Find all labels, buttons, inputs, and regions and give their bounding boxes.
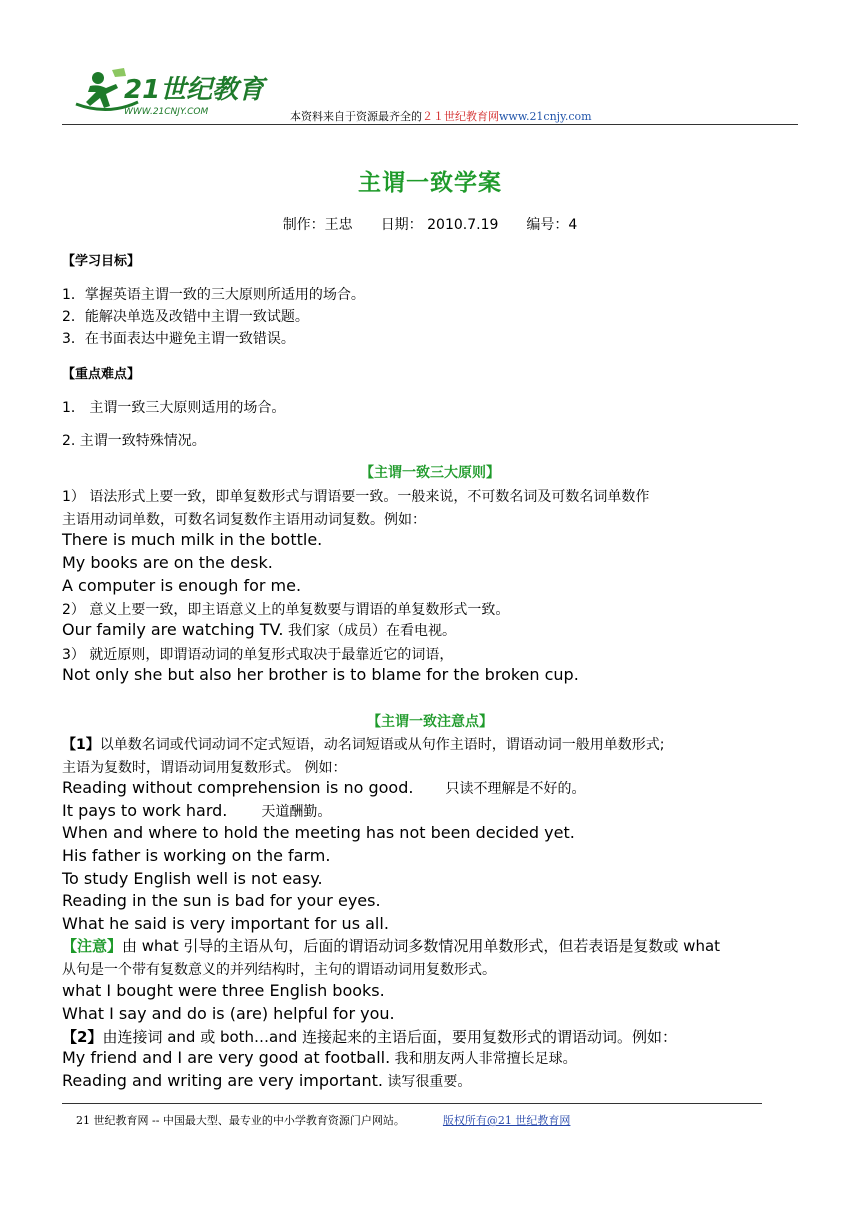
principles-heading: 【主谓一致三大原则】 [360,465,500,481]
goal-item: 2．能解决单选及改错中主谓一致试题。 [62,309,309,325]
example-sentence [62,778,585,798]
example-cn: 我和朋友两人非常擅长足球。 [390,1051,577,1067]
example-sentence: Not only she but also her brother is to blame for the broken cup. [62,665,579,684]
note-1-label: 【1】 [62,737,100,753]
header-note-site[interactable]: www.21cnjy.com [499,110,592,123]
header-note-prefix: 本资料来自于资源最齐全的 [290,110,422,123]
example-en: My friend and I are very good at football. [62,1048,391,1067]
page-title: 主谓一致学案 [358,170,502,196]
svg-text:WWW.21CNJY.COM: WWW.21CNJY.COM [124,107,209,117]
example-sentence: What I say and do is (are) helpful for you. [62,1004,395,1023]
note-2-label: 【2】 [62,1028,103,1046]
example-sentence: What he said is very important for us all. [62,914,389,933]
example-sentence: My books are on the desk. [62,553,273,572]
example-sentence [62,620,456,640]
principle-1-line-1: 1） 语法形式上要一致，即单复数形式与谓语要一致。一般来说，不可数名词及可数名词单数作 [62,489,650,505]
attention-label: 【注意】 [62,937,123,955]
notes-heading: 【主谓一致注意点】 [367,714,493,730]
example-sentence: There is much milk in the bottle. [62,530,323,549]
svg-text:21世纪教育: 21世纪教育 [124,75,265,105]
example-sentence: When and where to hold the meeting has not been decided yet. [62,823,575,842]
header-note-brand: ２１世纪教育网 [422,110,499,123]
principle-3: 3） 就近原则，即谓语动词的单复形式取决于最靠近它的词语， [62,647,454,663]
note-1-line-1: 【1】以单数名词或代词动词不定式短语，动名词短语或从句作主语时，谓语动词一般用单数形式; [62,737,665,753]
footer [76,1112,570,1128]
example-cn: 我们家（成员）在看电视。 [283,623,456,639]
keypoint-item: 1． 主谓一致三大原则适用的场合。 [62,400,286,416]
keypoints-heading: 【重点难点】 [62,367,141,382]
example-en: It pays to work hard. [62,801,228,820]
header-note [290,108,592,124]
keypoint-item: 2. 主谓一致特殊情况。 [62,433,206,449]
footer-divider [62,1103,762,1104]
note-1-line-2: 主语为复数时，谓语动词用复数形式。 例如： [62,760,347,776]
meta-author: 制作：王忠 [282,217,353,233]
site-logo [68,64,268,124]
note-2-line: 【2】由连接词 and 或 both…and 连接起来的主语后面，要用复数形式的谓语动词。例如： [62,1028,678,1046]
example-sentence: what I bought were three English books. [62,981,385,1000]
example-en: Our family are watching TV. [62,620,284,639]
example-sentence [62,1048,577,1068]
example-sentence: A computer is enough for me. [62,576,302,595]
example-sentence: Reading in the sun is bad for your eyes. [62,891,381,910]
example-en: Reading without comprehension is no good. [62,778,414,797]
meta-number: 编号：4 [526,217,578,233]
example-sentence: His father is working on the farm. [62,846,331,865]
example-cn: 天道酬勤。 [261,804,332,820]
principle-1-line-2: 主语用动词单数，可数名词复数作主语用动词复数。例如： [62,512,426,528]
principle-2: 2） 意义上要一致，即主语意义上的单复数要与谓语的单复数形式一致。 [62,602,510,618]
goal-item: 1．掌握英语主谓一致的三大原则所适用的场合。 [62,287,365,303]
meta-line [0,214,860,234]
goals-heading: 【学习目标】 [62,254,141,269]
goal-item: 3．在书面表达中避免主谓一致错误。 [62,331,295,347]
example-sentence: To study English well is not easy. [62,869,323,888]
attention-line-1: 【注意】由 what 引导的主语从句，后面的谓语动词多数情况用单数形式，但若表语是复数或 what [62,937,721,955]
meta-date: 日期： 2010.7.19 [380,217,499,233]
example-cn: 只读不理解是不好的。 [445,781,586,797]
header-divider [62,124,798,125]
example-sentence [62,1071,471,1091]
example-en: Reading and writing are very important. [62,1071,383,1090]
copyright-link[interactable]: 版权所有@21 世纪教育网 [442,1114,571,1127]
attention-line-2: 从句是一个带有复数意义的并列结构时，主句的谓语动词用复数形式。 [62,962,496,978]
example-sentence [62,801,331,821]
example-cn: 读写很重要。 [382,1074,472,1090]
footer-text: 21 世纪教育网 -- 中国最大型、最专业的中小学教育资源门户网站。 [76,1114,405,1127]
